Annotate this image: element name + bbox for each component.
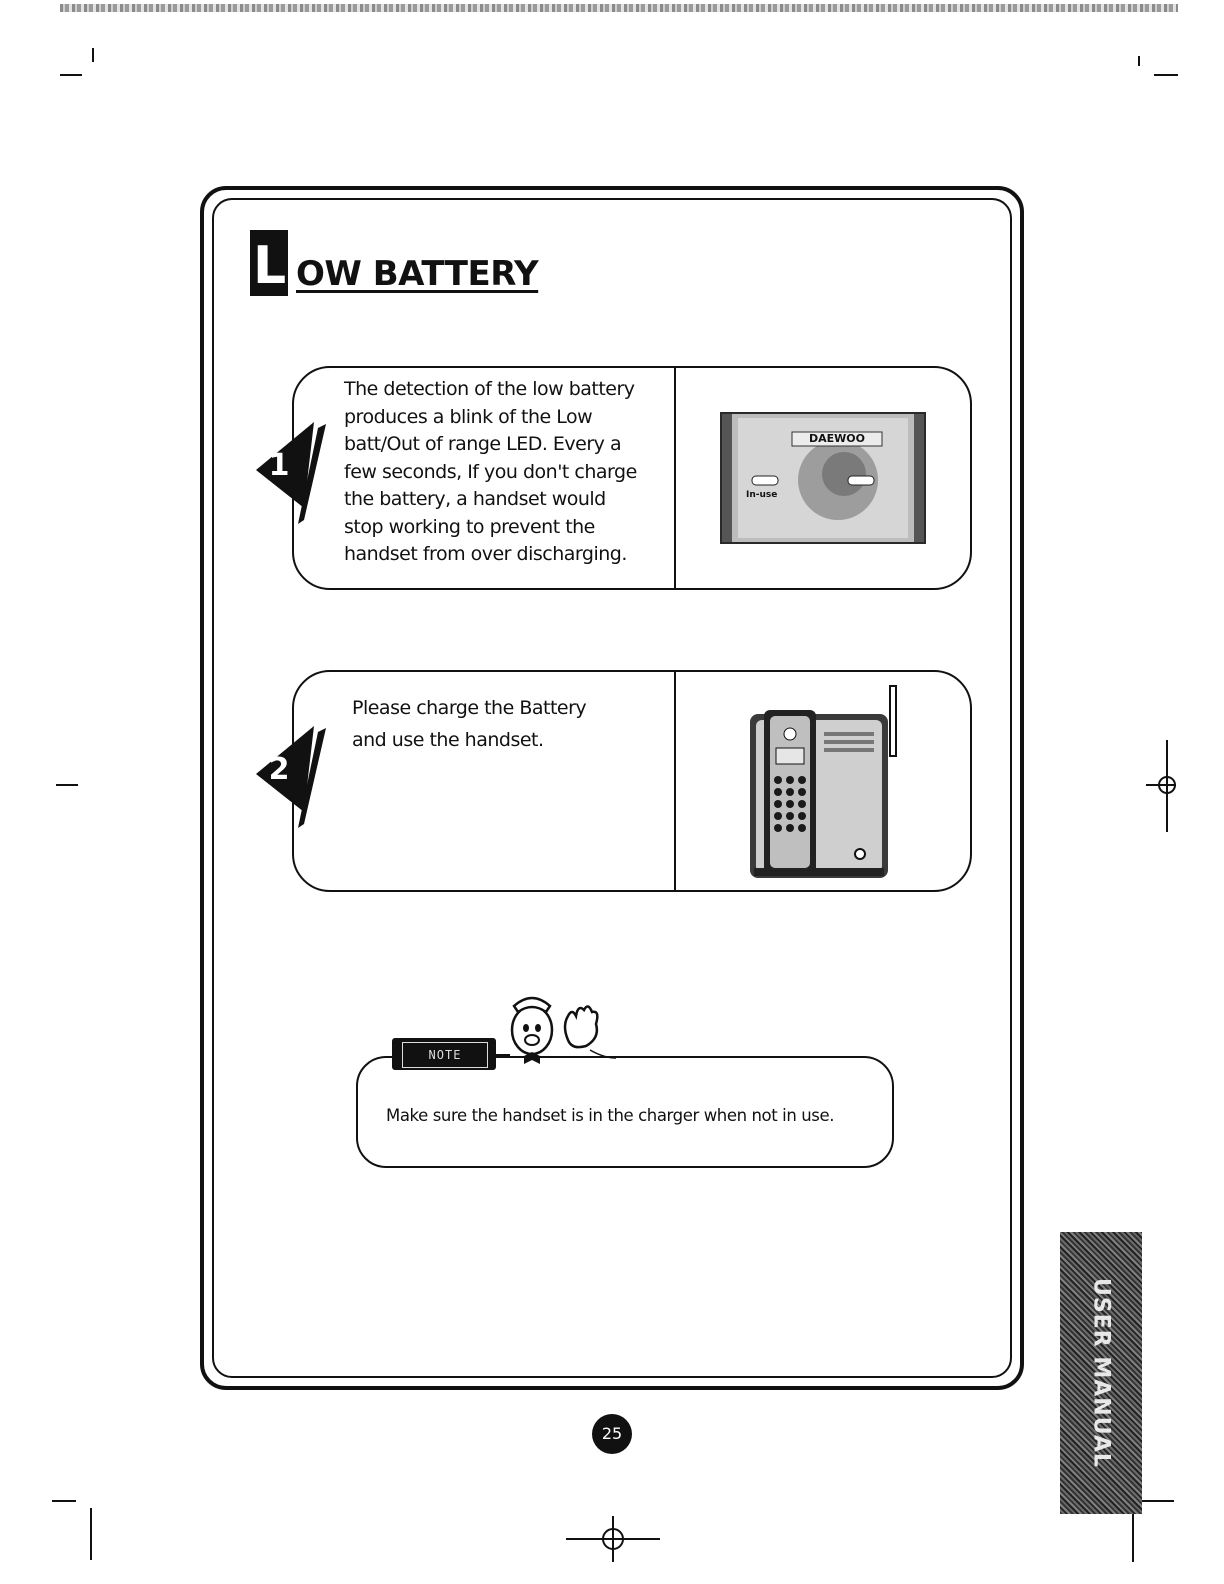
step-1-line: batt/Out of range LED. Every a [344,433,622,455]
step-1-number: 1 [268,448,290,483]
crop-mark [1140,1500,1174,1502]
tip-connector [496,1054,510,1056]
crop-mark [60,74,82,76]
tip-tag [392,1038,496,1070]
step-1-box [292,366,972,590]
tip-tag-label: NOTE [402,1042,488,1068]
step-1-line: The detection of the low battery [344,378,635,400]
phone-base-illustration [748,684,908,880]
side-tab-label: USER MANUAL [1088,1278,1114,1468]
crop-mark [1138,56,1140,66]
crop-mark [90,1508,92,1560]
tip-box [356,1056,894,1168]
step-2-badge [252,724,342,834]
step-divider [674,368,676,588]
step-2-line: and use the handset. [352,729,544,751]
registration-mark [598,1526,628,1552]
side-tab [1060,1232,1142,1514]
crop-mark [56,784,78,786]
crop-mark [52,1500,76,1502]
step-2-text [352,692,672,756]
tip-text: Make sure the handset is in the charger when not in use. [386,1106,835,1125]
mascot-icon [496,992,620,1070]
phone-brand-label: DAEWOO [809,432,865,445]
crop-mark [1154,74,1178,76]
handset-led-photo [718,410,928,546]
crop-mark [1132,1512,1134,1562]
in-use-led-label: In-use [746,490,778,500]
step-divider [674,672,676,890]
step-2-line: Please charge the Battery [352,697,587,719]
step-1-line: few seconds, If you don't charge [344,460,637,483]
step-1-badge [252,420,342,530]
tip-rule [614,1056,864,1058]
step-2-box [292,670,972,892]
page-number: 25 [592,1414,632,1454]
title-initial: L [250,230,288,296]
step-1-line: produces a blink of the Low [344,405,593,428]
page-title [250,226,538,296]
step-1-line: stop working to prevent the [344,515,595,538]
crop-mark [92,48,94,62]
step-1-line: the battery, a handset would [344,488,606,510]
scan-edge [60,4,1178,12]
step-1-text [344,376,664,569]
step-1-line: handset from over discharging. [344,543,627,565]
title-text: OW BATTERY [296,254,539,294]
step-2-number: 2 [268,752,290,787]
registration-mark [1154,774,1180,796]
